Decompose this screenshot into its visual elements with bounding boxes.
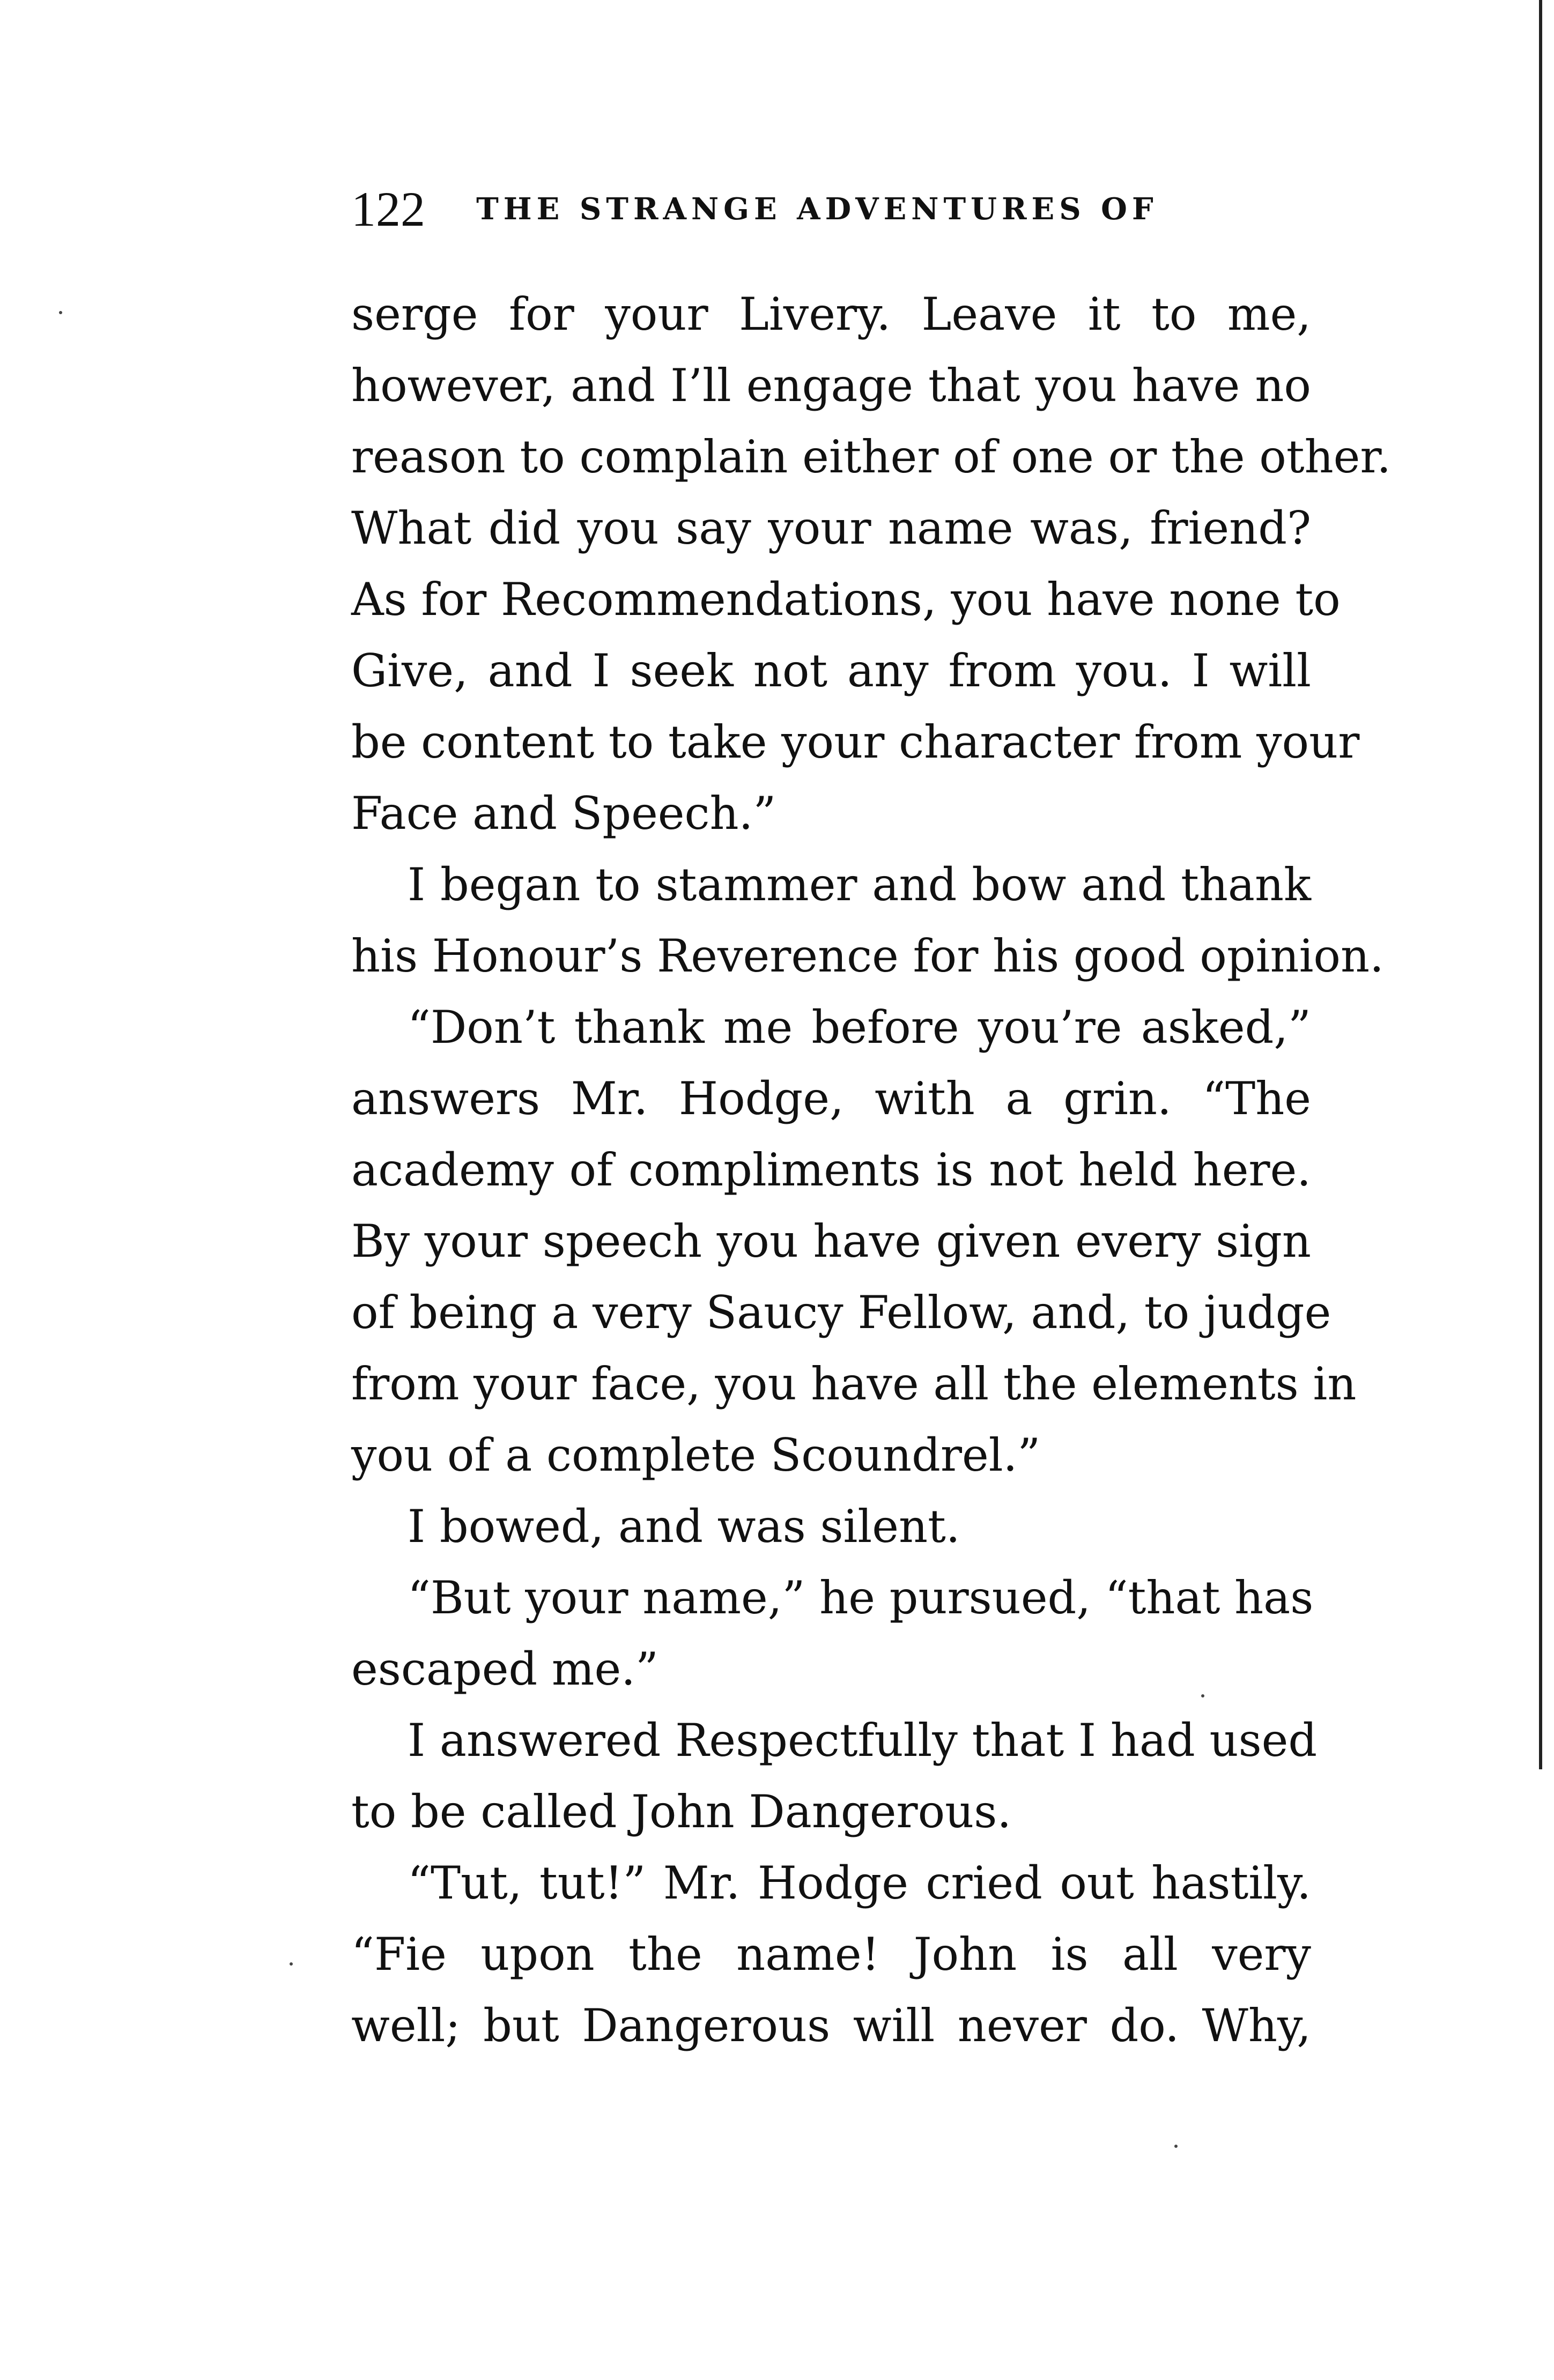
text-line: “But your name,” he pursued, “that has bbox=[408, 1571, 1314, 1624]
text-line: “Tut, tut!” Mr. Hodge cried out hastily. bbox=[408, 1857, 1311, 1909]
scan-speck bbox=[59, 311, 62, 314]
text-line: As for Recommendations, you have none to bbox=[351, 573, 1341, 626]
text-line: Face and Speech.” bbox=[351, 787, 776, 840]
text-line: I answered Respectfully that I had used bbox=[408, 1714, 1318, 1767]
page-edge-rule bbox=[1539, 0, 1542, 1769]
text-line: By your speech you have given every sign bbox=[351, 1215, 1311, 1267]
text-line: “Don’t thank me before you’re asked,” bbox=[408, 1001, 1311, 1054]
text-line: reason to complain either of one or the other. bbox=[351, 431, 1392, 483]
scan-speck bbox=[1174, 2145, 1178, 2148]
text-line: his Honour’s Reverence for his good opinion. bbox=[351, 930, 1384, 982]
text-line: academy of compliments is not held here. bbox=[351, 1144, 1311, 1196]
text-line: I bowed, and was silent. bbox=[408, 1500, 960, 1553]
text-line: from your face, you have all the elements in bbox=[351, 1358, 1357, 1410]
text-line: answers Mr. Hodge, with a grin. “The bbox=[351, 1072, 1311, 1125]
text-line: Give, and I seek not any from you. I will bbox=[351, 644, 1311, 697]
running-header bbox=[351, 177, 1316, 241]
text-line: I began to stammer and bow and thank bbox=[408, 858, 1311, 911]
text-line: well; but Dangerous will never do. Why, bbox=[351, 1999, 1311, 2052]
text-line: of being a very Saucy Fellow, and, to judge bbox=[351, 1286, 1331, 1339]
body-text bbox=[351, 279, 1392, 2062]
text-line: “Fie upon the name! John is all very bbox=[351, 1928, 1311, 1981]
scan-speck bbox=[290, 1962, 293, 1966]
running-title: THE STRANGE ADVENTURES OF bbox=[476, 191, 1158, 227]
text-line: be content to take your character from your bbox=[351, 716, 1360, 768]
text-line: however, and I’ll engage that you have no bbox=[351, 359, 1311, 412]
text-line: serge for your Livery. Leave it to me, bbox=[351, 288, 1311, 340]
text-line: escaped me.” bbox=[351, 1643, 658, 1695]
text-line: What did you say your name was, friend? bbox=[351, 502, 1311, 554]
text-line: to be called John Dangerous. bbox=[351, 1785, 1012, 1838]
text-line: you of a complete Scoundrel.” bbox=[351, 1429, 1041, 1481]
page-number: 122 bbox=[351, 182, 425, 236]
